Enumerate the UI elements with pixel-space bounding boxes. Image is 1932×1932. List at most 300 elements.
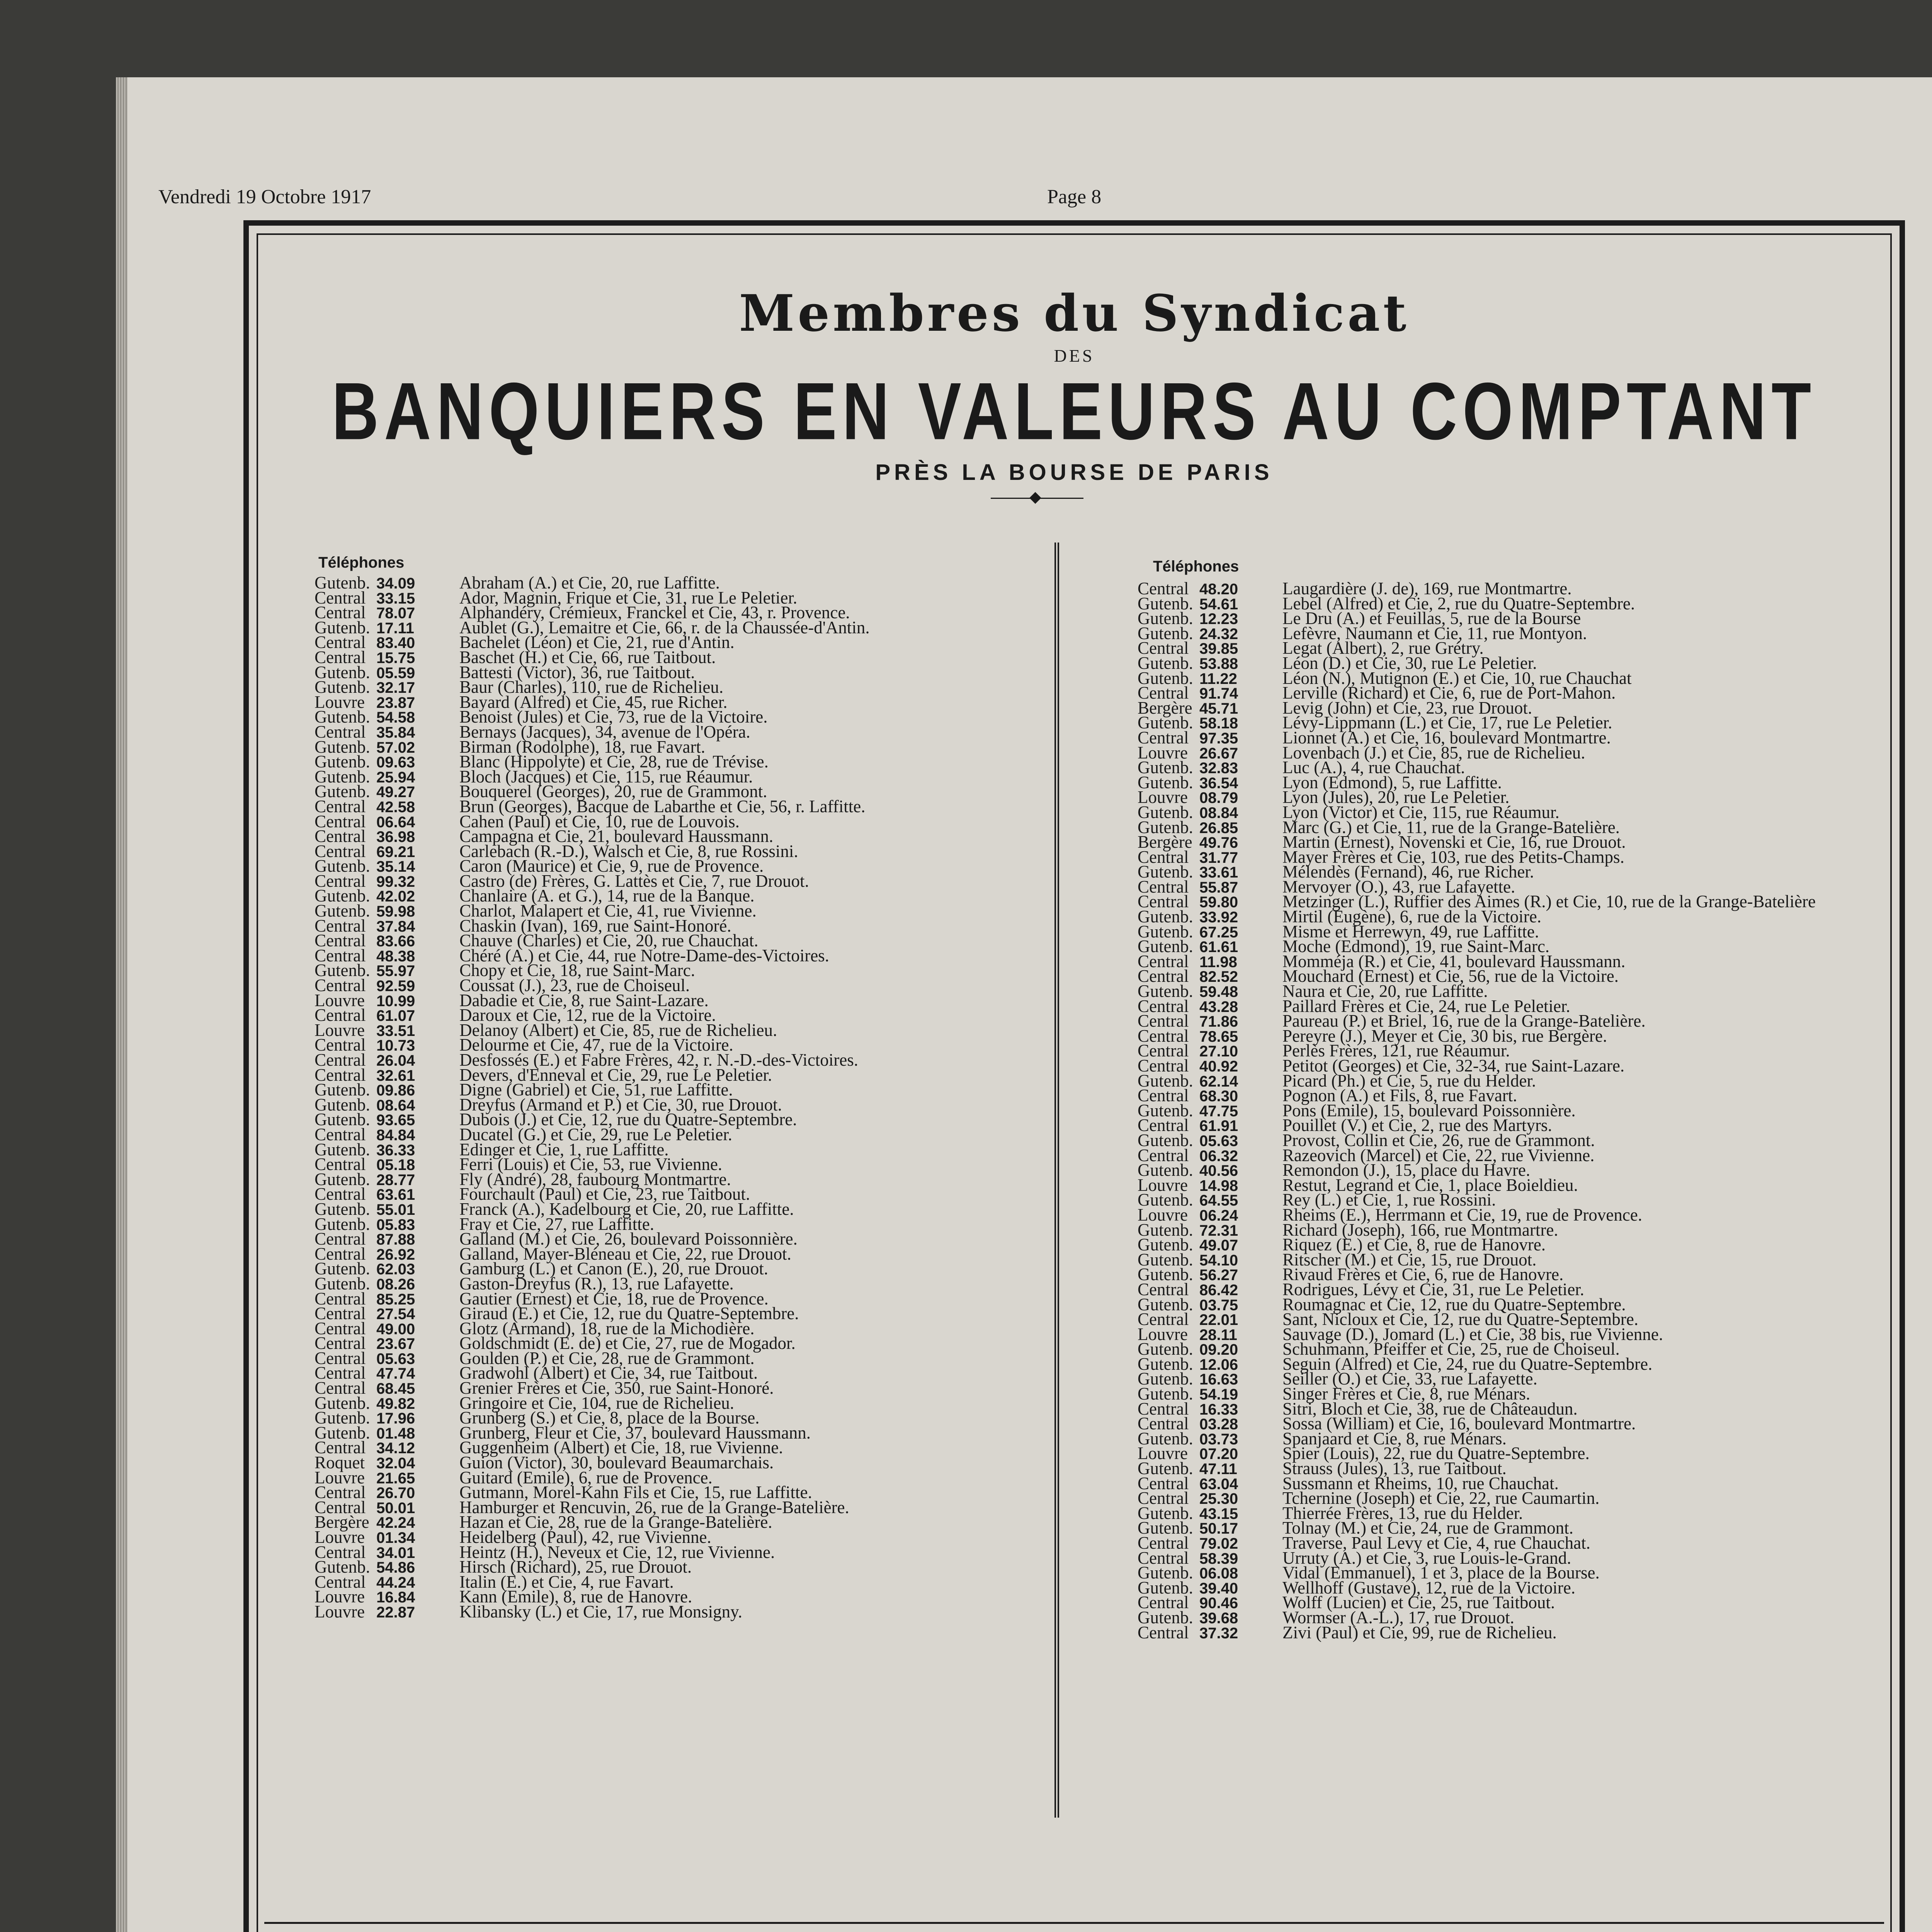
exchange-name: Central: [1138, 1414, 1189, 1434]
member-entry: Pereyre (J.), Meyer et Cie, 30 bis, rue Bergère.: [1282, 1026, 1607, 1046]
member-entry: Marc (G.) et Cie, 11, rue de la Grange-Batelière.: [1282, 817, 1620, 837]
rule-above-chambre: [264, 1922, 1884, 1924]
phone-number: 42.02: [376, 888, 415, 905]
exchange-name: Central: [1138, 1116, 1189, 1135]
phone-number: 32.04: [376, 1455, 415, 1472]
exchange-name: Central: [315, 1363, 366, 1383]
phone-number: 05.63: [376, 1350, 415, 1367]
phone-number: 08.26: [376, 1276, 415, 1293]
phone-number: 48.20: [1199, 581, 1238, 598]
member-entry: Wolff (Lucien) et Cie, 25, rue Taitbout.: [1282, 1593, 1555, 1612]
exchange-name: Louvre: [1138, 1444, 1188, 1463]
exchange-name: Central: [315, 1065, 366, 1085]
exchange-name: Gutenb.: [1138, 922, 1193, 941]
exchange-name: Gutenb.: [1138, 1220, 1193, 1240]
exchange-name: Gutenb.: [1138, 609, 1193, 628]
exchange-name: Central: [1138, 1086, 1189, 1105]
member-entry: Giraud (E.) et Cie, 12, rue du Quatre-Septembre.: [459, 1304, 799, 1323]
member-entry: Brun (Georges), Bacque de Labarthe et Cie, 56, r. Laffitte.: [459, 796, 866, 816]
phone-number: 87.88: [376, 1231, 415, 1248]
member-entry: Kann (Emile), 8, rue de Hanovre.: [459, 1587, 692, 1607]
exchange-name: Central: [1138, 683, 1189, 703]
exchange-name: Central: [315, 976, 366, 995]
exchange-name: Central: [315, 796, 366, 816]
exchange-name: Central: [1138, 1279, 1189, 1299]
exchange-name: Central: [315, 1378, 366, 1398]
phone-number: 49.27: [376, 784, 415, 801]
phone-number: 05.18: [376, 1156, 415, 1174]
exchange-name: Gutenb.: [1138, 758, 1193, 777]
phone-number: 12.06: [1199, 1356, 1238, 1373]
exchange-name: Gutenb.: [315, 737, 370, 757]
phone-number: 36.98: [376, 828, 415, 846]
phone-number: 37.32: [1199, 1624, 1238, 1642]
exchange-name: Central: [1138, 1399, 1189, 1418]
exchange-name: Central: [315, 841, 366, 861]
exchange-name: Gutenb.: [315, 1095, 370, 1114]
exchange-name: Central: [315, 1244, 366, 1264]
exchange-name: Gutenb.: [315, 886, 370, 906]
member-entry: Seguin (Alfred) et Cie, 24, rue du Quatre-Septembre.: [1282, 1354, 1653, 1374]
member-entry: Singer Frères et Cie, 8, rue Ménars.: [1282, 1384, 1531, 1404]
exchange-name: Gutenb.: [1138, 1503, 1193, 1523]
phone-number: 47.74: [376, 1365, 415, 1383]
phone-number: 16.63: [1199, 1371, 1238, 1388]
phone-number: 05.63: [1199, 1132, 1238, 1150]
exchange-name: Gutenb.: [315, 1214, 370, 1234]
member-entry: Gradwohl (Albert) et Cie, 34, rue Taitbout.: [459, 1363, 758, 1383]
phone-number: 62.14: [1199, 1073, 1238, 1090]
member-entry: Richard (Joseph), 166, rue Montmartre.: [1282, 1220, 1558, 1240]
exchange-name: Central: [1138, 996, 1189, 1016]
member-entry: Benoist (Jules) et Cie, 73, rue de la Victoire.: [459, 707, 768, 727]
exchange-name: Gutenb.: [315, 1393, 370, 1413]
member-entry: Galland (M.) et Cie, 26, boulevard Poissonnière.: [459, 1229, 798, 1249]
exchange-name: Louvre: [1138, 1175, 1188, 1195]
member-entry: Restut, Legrand et Cie, 1, place Boieldieu.: [1282, 1175, 1578, 1195]
phone-number: 35.14: [376, 858, 415, 876]
phone-number: 09.86: [376, 1082, 415, 1099]
exchange-name: Central: [315, 1497, 366, 1517]
phone-number: 36.54: [1199, 774, 1238, 792]
phone-number: 17.96: [376, 1410, 415, 1427]
phone-number: 54.61: [1199, 595, 1238, 613]
phone-number: 78.65: [1199, 1028, 1238, 1045]
exchange-name: Central: [315, 1155, 366, 1174]
exchange-name: Central: [315, 1289, 366, 1308]
exchange-name: Central: [315, 811, 366, 831]
member-entry: Grenier Frères et Cie, 350, rue Saint-Honoré.: [459, 1378, 774, 1398]
member-entry: Delanoy (Albert) et Cie, 85, rue de Richelieu.: [459, 1020, 777, 1040]
member-entry: Gautier (Ernest) et Cie, 18, rue de Provence.: [459, 1289, 769, 1308]
member-entry: Mouchard (Ernest) et Cie, 56, rue de la Victoire.: [1282, 966, 1619, 986]
phone-number: 84.84: [376, 1126, 415, 1144]
phone-number: 28.77: [376, 1171, 415, 1189]
member-entry: Galland, Mayer-Bléneau et Cie, 22, rue Drouot.: [459, 1244, 791, 1264]
member-entry: Grunberg, Fleur et Cie, 37, boulevard Haussmann.: [459, 1423, 811, 1442]
member-entry: Bloch (Jacques) et Cie, 115, rue Réaumur.: [459, 767, 753, 786]
exchange-name: Central: [315, 722, 366, 742]
phone-number: 16.84: [376, 1589, 415, 1606]
member-entry: Lévy-Lippmann (L.) et Cie, 17, rue Le Peletier.: [1282, 713, 1612, 733]
phone-number: 05.83: [376, 1216, 415, 1233]
member-entry: Caron (Maurice) et Cie, 9, rue de Provence.: [459, 856, 764, 876]
phone-number: 17.11: [376, 619, 414, 637]
exchange-name: Gutenb.: [1138, 1190, 1193, 1210]
exchange-name: Louvre: [315, 1020, 365, 1040]
exchange-name: Central: [315, 946, 366, 965]
exchange-name: Gutenb.: [1138, 1294, 1193, 1314]
phone-number: 97.35: [1199, 730, 1238, 747]
phone-number: 49.07: [1199, 1237, 1238, 1254]
member-entry: Luc (A.), 4, rue Chauchat.: [1282, 758, 1465, 777]
exchange-name: Central: [315, 1318, 366, 1338]
exchange-name: Central: [315, 603, 366, 622]
exchange-name: Central: [1138, 1310, 1189, 1329]
phone-number: 32.83: [1199, 760, 1238, 777]
phone-number: 26.70: [376, 1485, 415, 1502]
member-entry: Lovenbach (J.) et Cie, 85, rue de Richelieu.: [1282, 743, 1585, 762]
phone-number: 55.97: [376, 963, 415, 980]
phone-number: 07.20: [1199, 1446, 1238, 1463]
phone-number: 23.87: [376, 694, 415, 711]
exchange-name: Bergère: [1138, 698, 1192, 718]
phone-number: 24.32: [1199, 625, 1238, 643]
member-entry: Klibansky (L.) et Cie, 17, rue Monsigny.: [459, 1602, 742, 1621]
exchange-name: Louvre: [1138, 1324, 1188, 1344]
phone-number: 68.45: [376, 1380, 415, 1398]
phone-number: 15.75: [376, 649, 415, 667]
exchange-name: Gutenb.: [1138, 1384, 1193, 1404]
member-entry: Mirtil (Eugène), 6, rue de la Victoire.: [1282, 907, 1541, 927]
phone-number: 26.85: [1199, 819, 1238, 837]
exchange-name: Gutenb.: [1138, 713, 1193, 733]
member-entry: Petitot (Georges) et Cie, 32-34, rue Saint-Lazare.: [1282, 1056, 1625, 1075]
exchange-name: Central: [1138, 951, 1189, 971]
title-ornament: [991, 496, 1083, 500]
exchange-name: Louvre: [315, 990, 365, 1010]
phone-number: 01.34: [376, 1529, 415, 1546]
member-entry: Fourchault (Paul) et Cie, 23, rue Taitbout.: [459, 1184, 750, 1204]
member-entry: Pons (Emile), 15, boulevard Poissonnière.: [1282, 1100, 1576, 1120]
member-entry: Legat (Albert), 2, rue Grétry.: [1282, 638, 1484, 658]
phone-number: 37.84: [376, 918, 415, 935]
page-binding-edge: [116, 77, 128, 1932]
exchange-name: Gutenb.: [1138, 817, 1193, 837]
phone-number: 57.02: [376, 739, 415, 756]
member-entry: Wormser (A.-L.), 17, rue Drouot.: [1282, 1607, 1514, 1627]
member-entry: Lyon (Victor) et Cie, 115, rue Réaumur.: [1282, 802, 1560, 822]
phone-number: 26.04: [376, 1052, 415, 1069]
exchange-name: Central: [315, 1572, 366, 1592]
exchange-name: Louvre: [315, 1527, 365, 1547]
member-entry: Digne (Gabriel) et Cie, 51, rue Laffitte.: [459, 1080, 733, 1100]
phone-number: 61.91: [1199, 1117, 1238, 1135]
member-entry: Lerville (Richard) et Cie, 6, rue de Port-Mahon.: [1282, 683, 1616, 703]
member-entry: Provost, Collin et Cie, 26, rue de Grammont.: [1282, 1130, 1595, 1150]
exchange-name: Gutenb.: [1138, 907, 1193, 927]
phone-number: 53.88: [1199, 655, 1238, 672]
phone-number: 63.61: [376, 1186, 415, 1204]
phone-number: 22.01: [1199, 1311, 1238, 1329]
member-entry: Spier (Louis), 22, rue du Quatre-Septembre.: [1282, 1444, 1590, 1463]
member-entry: Fly (André), 28, faubourg Montmartre.: [459, 1169, 731, 1189]
member-entry: Ador, Magnin, Frique et Cie, 31, rue Le Peletier.: [459, 588, 798, 607]
phone-number: 45.71: [1199, 700, 1238, 717]
phone-number: 82.52: [1199, 968, 1238, 986]
exchange-name: Gutenb.: [1138, 1235, 1193, 1255]
exchange-name: Central: [1138, 1011, 1189, 1031]
member-entry: Perlès Frères, 121, rue Réaumur.: [1282, 1041, 1510, 1061]
exchange-name: Gutenb.: [1138, 1339, 1193, 1359]
exchange-name: Gutenb.: [1138, 623, 1193, 643]
phone-number: 42.24: [376, 1514, 415, 1532]
exchange-name: Central: [315, 1438, 366, 1458]
exchange-name: Gutenb.: [1138, 1100, 1193, 1120]
phone-number: 03.75: [1199, 1296, 1238, 1314]
member-entry: Aublet (G.), Lemaitre et Cie, 66, r. de la Chaussée-d'Antin.: [459, 617, 870, 637]
member-entry: Zivi (Paul) et Cie, 99, rue de Richelieu.: [1282, 1622, 1557, 1642]
phone-number: 23.67: [376, 1335, 415, 1353]
exchange-name: Central: [1138, 579, 1189, 598]
phone-number: 36.33: [376, 1141, 415, 1159]
phone-number: 33.15: [376, 590, 415, 607]
phone-number: 44.24: [376, 1574, 415, 1591]
member-entry: Chauve (Charles) et Cie, 20, rue Chauchat.: [459, 931, 759, 951]
member-entry: Roumagnac et Cie, 12, rue du Quatre-Septembre.: [1282, 1294, 1626, 1314]
exchange-name: Gutenb.: [315, 677, 370, 697]
member-row: [1138, 1622, 1816, 1642]
phone-number: 54.58: [376, 709, 415, 726]
title-script: Membres du Syndicat: [739, 284, 1410, 343]
phone-number: 61.61: [1199, 939, 1238, 956]
member-entry: Chéré (A.) et Cie, 44, rue Notre-Dame-des-Victoires.: [459, 946, 829, 965]
exchange-name: Gutenb.: [315, 662, 370, 682]
exchange-name: Gutenb.: [1138, 1071, 1193, 1090]
member-entry: Metzinger (L.), Ruffier des Aimes (R.) et Cie, 10, rue de la Grange-Batelière: [1282, 892, 1816, 912]
member-entry: Chopy et Cie, 18, rue Saint-Marc.: [459, 961, 695, 980]
phone-number: 50.17: [1199, 1520, 1238, 1537]
exchange-name: Central: [1138, 877, 1189, 896]
member-entry: Devers, d'Enneval et Cie, 29, rue Le Peletier.: [459, 1065, 772, 1085]
phone-number: 25.94: [376, 769, 415, 786]
phone-number: 09.20: [1199, 1341, 1238, 1359]
phone-number: 11.98: [1199, 953, 1237, 971]
exchange-name: Gutenb.: [1138, 668, 1193, 688]
exchange-name: Central: [315, 871, 366, 891]
exchange-name: Louvre: [1138, 1205, 1188, 1225]
phone-number: 33.51: [376, 1022, 415, 1039]
phone-number: 54.10: [1199, 1252, 1238, 1269]
phone-number: 42.58: [376, 798, 415, 816]
member-entry: Vidal (Emmanuel), 1 et 3, place de la Bourse.: [1282, 1563, 1600, 1583]
exchange-name: Central: [1138, 1145, 1189, 1165]
member-entry: Ferri (Louis) et Cie, 53, rue Vivienne.: [459, 1155, 723, 1174]
phone-number: 64.55: [1199, 1192, 1238, 1209]
member-row: [315, 1604, 870, 1619]
member-entry: Léon (N.), Mutignon (E.) et Cie, 10, rue Chauchat: [1282, 668, 1632, 688]
member-entry: Guitard (Emile), 6, rue de Provence.: [459, 1468, 713, 1487]
phone-number: 43.28: [1199, 998, 1238, 1015]
member-entry: Hirsch (Richard), 25, rue Drouot.: [459, 1557, 692, 1577]
exchange-name: Central: [1138, 1622, 1189, 1642]
exchange-name: Central: [1138, 1026, 1189, 1046]
phone-number: 33.61: [1199, 864, 1238, 881]
phone-number: 49.82: [376, 1395, 415, 1412]
phone-number: 85.25: [376, 1291, 415, 1308]
phone-number: 92.59: [376, 978, 415, 995]
member-entry: Razeovich (Marcel) et Cie, 22, rue Vivienne.: [1282, 1145, 1595, 1165]
exchange-name: Central: [315, 827, 366, 846]
member-entry: Goulden (P.) et Cie, 28, rue de Grammont.: [459, 1348, 755, 1368]
member-entry: Dreyfus (Armand et P.) et Cie, 30, rue Drouot.: [459, 1095, 782, 1114]
phone-number: 59.98: [376, 903, 415, 920]
phone-number: 63.04: [1199, 1475, 1238, 1493]
exchange-name: Gutenb.: [1138, 1607, 1193, 1627]
exchange-name: Roquet: [315, 1453, 365, 1473]
exchange-name: Gutenb.: [1138, 1563, 1193, 1583]
member-entry: Gaston-Dreyfus (R.), 13, rue Lafayette.: [459, 1274, 734, 1293]
exchange-name: Central: [315, 1005, 366, 1025]
member-entry: Le Dru (A.) et Feuillas, 5, rue de la Bourse: [1282, 609, 1581, 628]
exchange-name: Gutenb.: [1138, 1578, 1193, 1597]
exchange-name: Central: [1138, 728, 1189, 747]
member-entry: Naura et Cie, 20, rue Laffitte.: [1282, 981, 1488, 1001]
phone-number: 43.15: [1199, 1505, 1238, 1522]
member-entry: Riquez (E.) et Cie, 8, rue de Hanovre.: [1282, 1235, 1546, 1255]
phone-number: 12.23: [1199, 611, 1238, 628]
member-entry: Guggenheim (Albert) et Cie, 18, rue Vivienne.: [459, 1438, 783, 1458]
phone-number: 54.19: [1199, 1386, 1238, 1403]
exchange-name: Gutenb.: [1138, 862, 1193, 882]
exchange-name: Central: [315, 1348, 366, 1368]
exchange-name: Gutenb.: [1138, 1354, 1193, 1374]
exchange-name: Gutenb.: [315, 617, 370, 637]
exchange-name: Gutenb.: [1138, 802, 1193, 822]
title-des: DES: [1054, 346, 1095, 366]
phone-number: 48.38: [376, 947, 415, 965]
phone-number: 50.01: [376, 1499, 415, 1517]
exchange-name: Bergère: [1138, 832, 1192, 852]
phone-number: 49.00: [376, 1320, 415, 1338]
member-entry: Mélendès (Fernand), 46, rue Richer.: [1282, 862, 1534, 882]
exchange-name: Central: [1138, 847, 1189, 867]
exchange-name: Gutenb.: [1138, 1459, 1193, 1478]
member-entry: Strauss (Jules), 13, rue Taitbout.: [1282, 1459, 1507, 1478]
member-entry: Baur (Charles), 110, rue de Richelieu.: [459, 677, 724, 697]
member-entry: Sant, Nicloux et Cie, 12, rue du Quatre-Septembre.: [1282, 1310, 1639, 1329]
phone-number: 27.10: [1199, 1043, 1238, 1060]
exchange-name: Central: [315, 916, 366, 935]
member-entry: Picard (Ph.) et Cie, 5, rue du Helder.: [1282, 1071, 1536, 1090]
title-main: BANQUIERS EN VALEURS AU COMPTANT: [332, 366, 1817, 457]
phone-number: 56.27: [1199, 1267, 1238, 1284]
phone-number: 39.68: [1199, 1609, 1238, 1627]
exchange-name: Gutenb.: [315, 901, 370, 921]
exchange-name: Gutenb.: [315, 1408, 370, 1428]
phone-number: 25.30: [1199, 1490, 1238, 1508]
member-entry: Sitri, Bloch et Cie, 38, rue de Châteaudun.: [1282, 1399, 1578, 1418]
running-head: [158, 185, 1897, 216]
member-entry: Heidelberg (Paul), 42, rue Vivienne.: [459, 1527, 711, 1547]
phone-number: 34.09: [376, 575, 415, 592]
exchange-name: Louvre: [315, 692, 365, 712]
phone-number: 21.65: [376, 1469, 415, 1487]
phone-number: 58.39: [1199, 1550, 1238, 1567]
phone-number: 58.18: [1199, 715, 1238, 732]
member-entry: Gamburg (L.) et Canon (E.), 20, rue Drouot.: [459, 1259, 768, 1279]
phone-number: 10.99: [376, 992, 415, 1010]
member-entry: Bouquerel (Georges), 20, rue de Grammont.: [459, 782, 767, 801]
exchange-name: Gutenb.: [315, 782, 370, 801]
member-entry: Mayer Frères et Cie, 103, rue des Petits-Champs.: [1282, 847, 1624, 867]
phone-number: 33.92: [1199, 909, 1238, 926]
member-entry: Sussmann et Rheims, 10, rue Chauchat.: [1282, 1473, 1559, 1493]
phone-number: 06.32: [1199, 1147, 1238, 1165]
member-entry: Wellhoff (Gustave), 12, rue de la Victoire.: [1282, 1578, 1576, 1597]
member-entry: Paureau (P.) et Briel, 16, rue de la Grange-Batelière.: [1282, 1011, 1646, 1031]
member-entry: Remondon (J.), 15, place du Havre.: [1282, 1160, 1531, 1180]
phone-number: 28.11: [1199, 1326, 1237, 1344]
exchange-name: Central: [315, 633, 366, 652]
exchange-name: Gutenb.: [1138, 653, 1193, 673]
member-entry: Bachelet (Léon) et Cie, 21, rue d'Antin.: [459, 633, 735, 652]
phone-number: 55.87: [1199, 879, 1238, 896]
exchange-name: Central: [315, 647, 366, 667]
exchange-name: Louvre: [1138, 787, 1188, 807]
member-entry: Léon (D.) et Cie, 30, rue Le Peletier.: [1282, 653, 1537, 673]
member-entry: Fray et Cie, 27, rue Laffitte.: [459, 1214, 655, 1234]
member-entry: Hazan et Cie, 28, rue de la Grange-Batelière.: [459, 1512, 772, 1532]
member-entry: Blanc (Hippolyte) et Cie, 28, rue de Trévise.: [459, 752, 769, 772]
exchange-name: Gutenb.: [315, 1080, 370, 1100]
member-entry: Spanjaard et Cie, 8, rue Ménars.: [1282, 1429, 1507, 1448]
member-entry: Lebel (Alfred) et Cie, 2, rue du Quatre-Septembre.: [1282, 594, 1635, 613]
member-entry: Levig (John) et Cie, 23, rue Drouot.: [1282, 698, 1532, 718]
page-number: Page 8: [1047, 186, 1102, 208]
member-entry: Cahen (Paul) et Cie, 10, rue de Louvois.: [459, 811, 740, 831]
phone-number: 39.85: [1199, 640, 1238, 658]
phone-number: 61.07: [376, 1007, 415, 1025]
exchange-name: Central: [315, 1035, 366, 1055]
issue-date: Vendredi 19 Octobre 1917: [158, 186, 371, 208]
exchange-name: Louvre: [1138, 743, 1188, 762]
phone-number: 16.33: [1199, 1401, 1238, 1418]
member-entry: Lyon (Edmond), 5, rue Laffitte.: [1282, 772, 1502, 792]
exchange-name: Gutenb.: [315, 1274, 370, 1293]
member-entry: Urruty (A.) et Cie, 3, rue Louis-le-Grand.: [1282, 1548, 1571, 1568]
member-row: [1138, 745, 1816, 760]
exchange-name: Gutenb.: [315, 961, 370, 980]
exchange-name: Gutenb.: [315, 856, 370, 876]
exchange-name: Gutenb.: [1138, 1265, 1193, 1284]
exchange-name: Gutenb.: [1138, 1518, 1193, 1538]
member-entry: Rheims (E.), Herrmann et Cie, 19, rue de Provence.: [1282, 1205, 1642, 1225]
phone-number: 03.28: [1199, 1416, 1238, 1433]
member-entry: Chaskin (Ivan), 169, rue Saint-Honoré.: [459, 916, 731, 935]
exchange-name: Central: [1138, 966, 1189, 986]
members-list-left: [315, 575, 870, 1619]
member-entry: Pouillet (V.) et Cie, 2, rue des Martyrs.: [1282, 1116, 1552, 1135]
phone-number: 39.40: [1199, 1580, 1238, 1597]
member-entry: Pognon (A.) et Fils, 8, rue Favart.: [1282, 1086, 1517, 1105]
phone-number: 83.66: [376, 933, 415, 950]
phone-number: 47.75: [1199, 1102, 1238, 1120]
member-entry: Dabadie et Cie, 8, rue Saint-Lazare.: [459, 990, 709, 1010]
member-entry: Carlebach (R.-D.), Walsch et Cie, 8, rue Rossini.: [459, 841, 798, 861]
phone-number: 59.80: [1199, 894, 1238, 911]
exchange-name: Gutenb.: [315, 573, 370, 592]
